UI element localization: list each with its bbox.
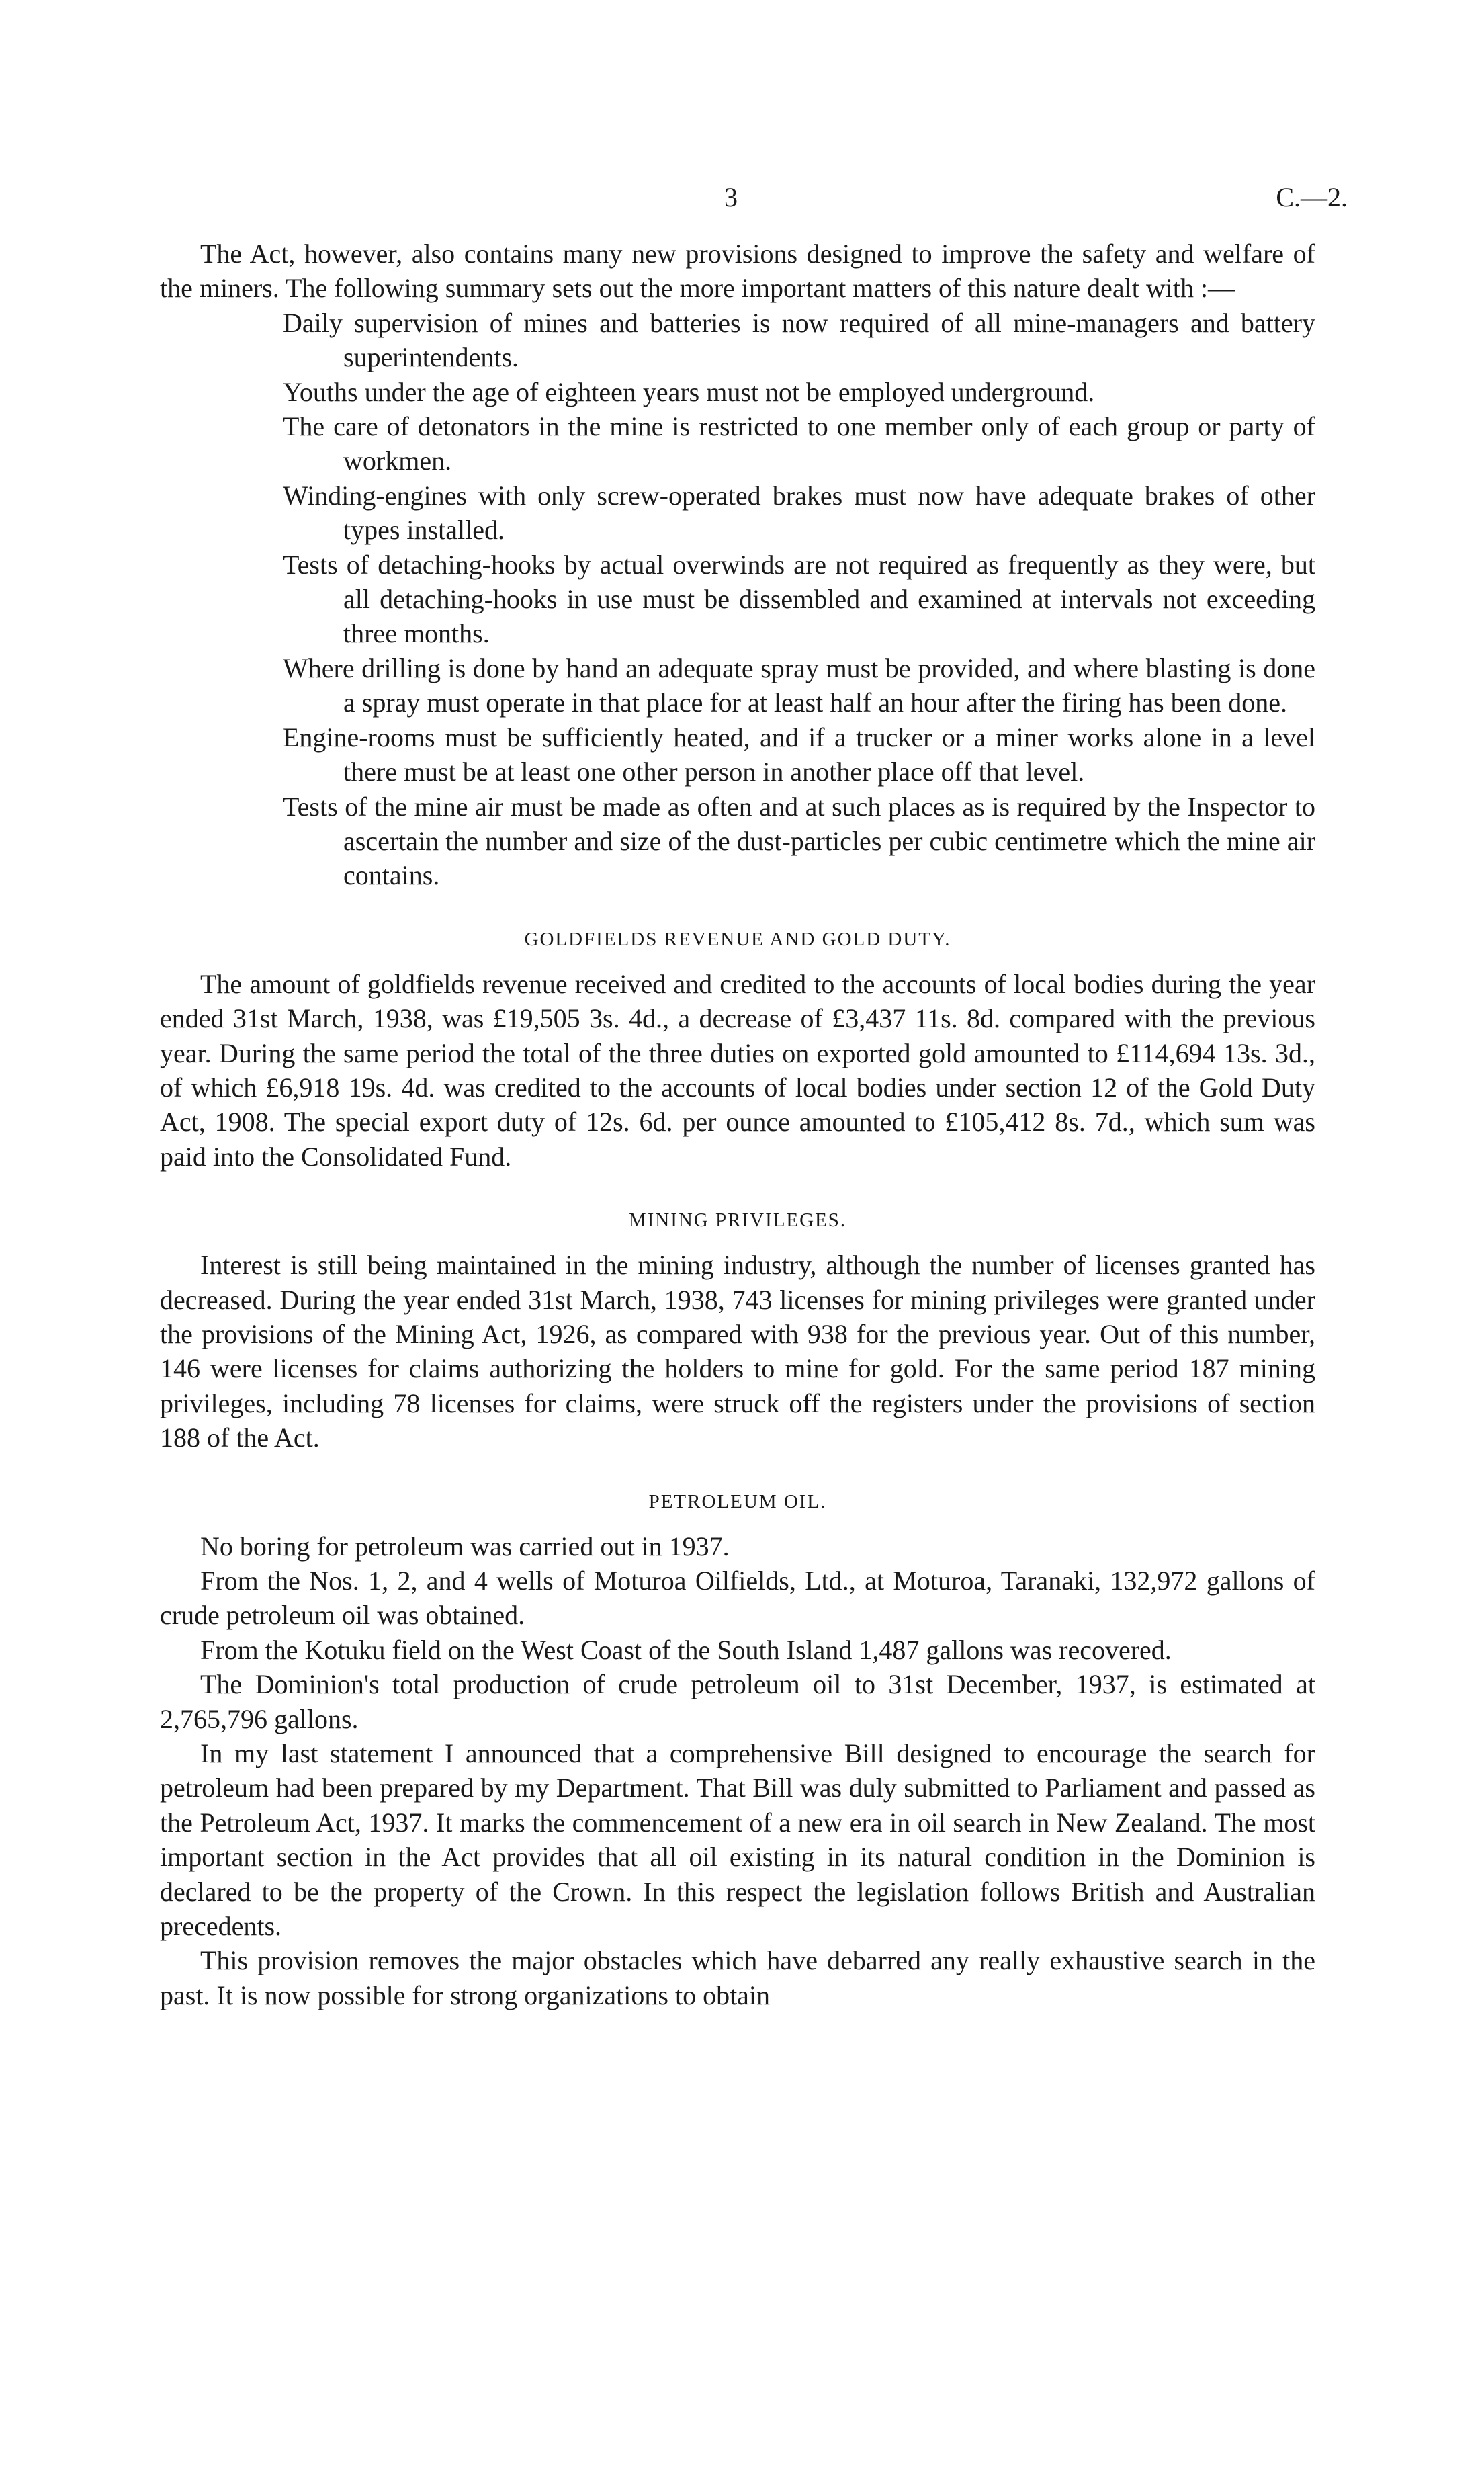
petroleum-paragraph: From the Kotuku field on the West Coast of the South Island 1,487 gallons was recovered.: [200, 1634, 1172, 1665]
provisions-list: [160, 306, 1315, 893]
petroleum-paragraph: The Dominion's total production of crude petroleum oil to 31st December, 1937, is estimated at 2,765,796 gallons.: [160, 1669, 1315, 1734]
page-header: [0, 181, 1484, 222]
page-body: [160, 237, 1315, 2012]
provision-item: Where drilling is done by hand an adequate spray must be provided, and where blasting is done a spray must operate in that place for at least half an hour after the firing has been done.: [283, 652, 1315, 718]
mining-paragraph: Interest is still being maintained in the mining industry, although the number of licenses granted has decreased. During the year ended 31st March, 1938, 743 licenses for mining privileges were granted under the provisions of the Mining Act, 1926, as compared with 938 for the previous year. Out of this number, 146 were licenses for claims authorizing the holders to mine for gold. For the same period 187 mining privileges, including 78 licenses for claims, were struck off the registers under the provisions of section 188 of the Act.: [160, 1250, 1315, 1453]
mining-heading: MINING PRIVILEGES.: [628, 1209, 847, 1232]
petroleum-paragraph: No boring for petroleum was carried out in 1937.: [200, 1531, 730, 1562]
provision-item: Daily supervision of mines and batteries is now required of all mine-managers and battery superintendents.: [283, 307, 1315, 373]
provision-item: Tests of detaching-hooks by actual overwinds are not required as frequently as they were, but all detaching-hooks in use must be dissembled and examined at intervals not exceeding three months.: [283, 549, 1315, 649]
provision-item: Winding-engines with only screw-operated brakes must now have adequate brakes of other types installed.: [283, 480, 1315, 546]
petroleum-paragraph: From the Nos. 1, 2, and 4 wells of Moturoa Oilfields, Ltd., at Moturoa, Taranaki, 132,972 gallons of crude petroleum oil was obtained.: [160, 1566, 1315, 1631]
petroleum-paragraph: This provision removes the major obstacles which have debarred any really exhaustive search in the past. It is now possible for strong organizations to obtain: [160, 1945, 1315, 2010]
document-reference: C.—2.: [1276, 182, 1348, 212]
petroleum-heading: PETROLEUM OIL.: [648, 1490, 827, 1512]
goldfields-paragraph: The amount of goldfields revenue received and credited to the accounts of local bodies during the year ended 31st March, 1938, was £19,505 3s. 4d., a decrease of £3,437 11s. 8d. compared with the previous year. During the same period the total of the three duties on exported gold amounted to £114,694 13s. 3d., of which £6,918 19s. 4d. was credited to the accounts of local bodies under section 12 of the Gold Duty Act, 1908. The special export duty of 12s. 6d. per ounce amounted to £105,412 8s. 7d., which sum was paid into the Consolidated Fund.: [160, 968, 1315, 1172]
petroleum-paragraph: In my last statement I announced that a comprehensive Bill designed to encourage the search for petroleum had been prepared by my Department. That Bill was duly submitted to Parliament and passed as the Petroleum Act, 1937. It marks the commencement of a new era in oil search in New Zealand. The most important section in the Act provides that all oil existing in its natural condition in the Dominion is declared to be the property of the Crown. In this respect the legislation follows British and Australian precedents.: [160, 1738, 1315, 1942]
provision-item: Engine-rooms must be sufficiently heated, and if a trucker or a miner works alone in a level there must be at least one other person in another place off that level.: [283, 722, 1315, 787]
page-number: 3: [724, 182, 738, 212]
goldfields-heading: GOLDFIELDS REVENUE AND GOLD DUTY.: [524, 928, 951, 950]
provision-item: Youths under the age of eighteen years must not be employed underground.: [283, 376, 1095, 407]
provision-item: The care of detonators in the mine is restricted to one member only of each group or party of workmen.: [283, 411, 1315, 476]
intro-paragraph: The Act, however, also contains many new provisions designed to improve the safety and welfare of the miners. The following summary sets out the more important matters of this nature dealt with :—: [160, 239, 1315, 304]
provision-item: Tests of the mine air must be made as often and at such places as is required by the Inspector to ascertain the number and size of the dust-particles per cubic centimetre which the mine air contains.: [283, 791, 1315, 891]
